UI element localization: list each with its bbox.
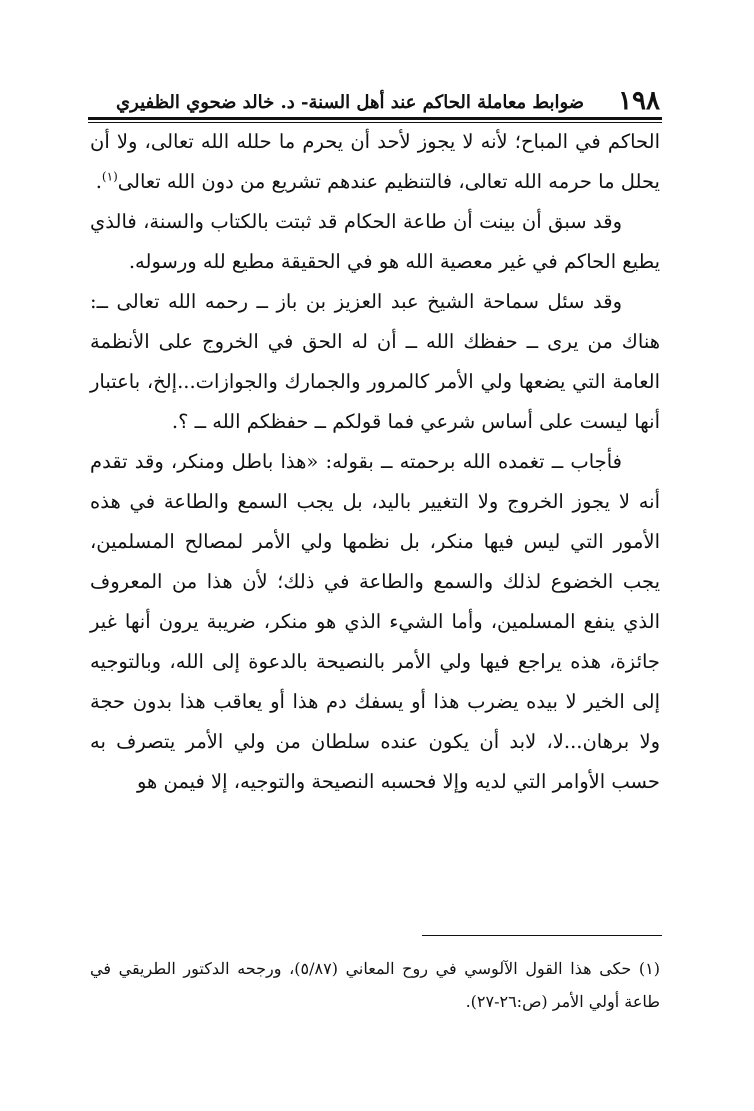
page-number: ١٩٨ <box>618 86 660 116</box>
main-text <box>90 122 660 802</box>
paragraph-1 <box>90 122 660 202</box>
footnote-1 <box>90 952 660 1018</box>
paragraph-2: وقد سبق أن بينت أن طاعة الحكام قد ثبتت بالكتاب والسنة، فالذي يطيع الحاكم في غير معصية الله هو في الحقيقة مطيع لله ورسوله. <box>90 210 660 273</box>
paragraph-4: فأجاب ــ تغمده الله برحمته ــ بقوله: «هذا باطل ومنكر، وقد تقدم أنه لا يجوز الخروج ولا التغيير باليد، بل يجب السمع والطاعة في هذه الأمور التي ليس فيها منكر، بل نظمها ولي الأمر لمصالح المسلمين، يجب الخضوع لذلك والسمع والطاعة في ذلك؛ لأن هذا من المعروف الذي ينفع المسلمين، وأما الشيء الذي هو منكر، ضريبة يرون أنها غير جائزة، هذه يراجع فيها ولي الأمر بالنصيحة بالدعوة إلى الله، وبالتوجيه إلى الخير لا بيده يضرب هذا أو يسفك دم هذا أو يعاقب هذا بدون حجة ولا برهان...لا، لابد أن يكون عنده سلطان من ولي الأمر يتصرف به حسب الأوامر التي لديه وإلا فحسبه النصيحة والتوجيه، إلا فيمن هو <box>90 450 660 793</box>
paragraph-1-text: الحاكم في المباح؛ لأنه لا يجوز لأحد أن يحرم ما حلله الله تعالى، ولا أن يحلل ما حرمه الله تعالى، فالتنظيم عندهم تشريع من دون الله تعالى <box>90 130 660 193</box>
header-rule-thick <box>88 117 662 120</box>
footnotes <box>90 952 660 1018</box>
footnote-reference-1[interactable]: (١) <box>101 169 118 184</box>
footnote-1-text: حكى هذا القول الآلوسي في روح المعاني (٥/٨٧)، ورجحه الدكتور الطريقي في طاعة أولي الأمر (ص:٢٦-٢٧). <box>90 959 660 1011</box>
footnote-separator <box>422 935 662 936</box>
footnote-1-marker: (١) <box>638 959 661 978</box>
running-header <box>90 78 660 114</box>
paragraph-1-tail: . <box>95 170 102 193</box>
paragraph-3: وقد سئل سماحة الشيخ عبد العزيز بن باز ــ رحمه الله تعالى ــ: هناك من يرى ــ حفظك الله ــ أن له الحق في الخروج على الأنظمة العامة التي يضعها ولي الأمر كالمرور والجمارك والجوازات...إلخ، باعتبار أنها ليست على أساس شرعي فما قولكم ــ حفظكم الله ــ ؟. <box>90 290 660 433</box>
running-title: ضوابط معاملة الحاكم عند أهل السنة- د. خالد ضحوي الظفيري <box>116 92 585 114</box>
